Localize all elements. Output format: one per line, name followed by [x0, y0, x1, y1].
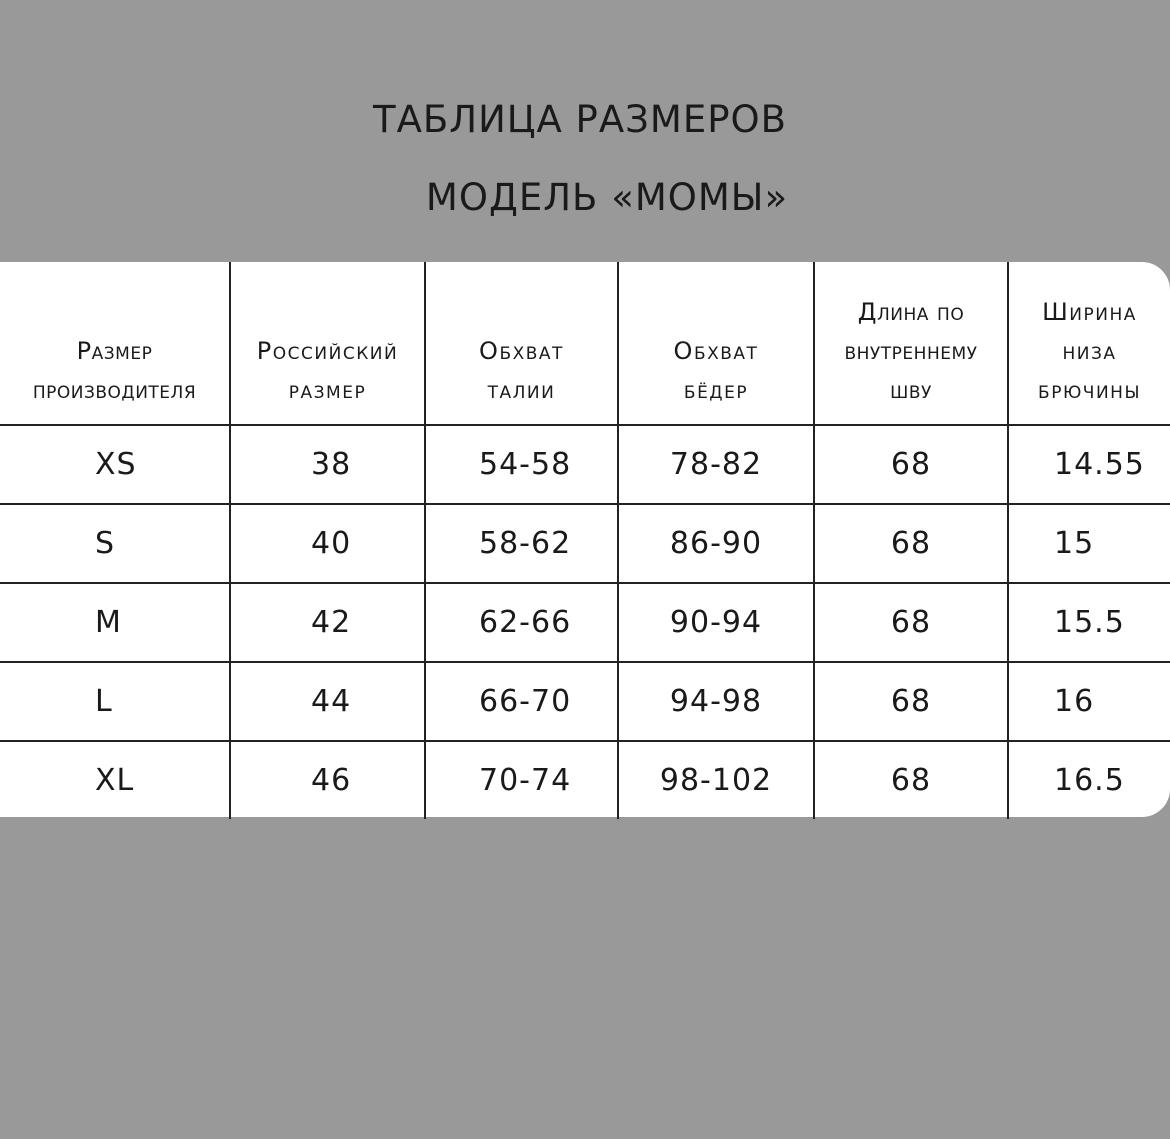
cell-hips: 78-82 [618, 425, 814, 504]
header-inseam [814, 262, 1008, 425]
cell-hips: 98-102 [618, 741, 814, 819]
cell-inseam: 68 [814, 741, 1008, 819]
cell-inseam: 68 [814, 662, 1008, 741]
cell-waist: 66-70 [425, 662, 618, 741]
header-text: низа [1062, 337, 1117, 365]
header-text: бёдер [683, 376, 749, 404]
header-text: Обхват [479, 337, 564, 365]
cell-waist: 58-62 [425, 504, 618, 583]
table-row [0, 425, 1170, 504]
header-manufacturer-size [0, 262, 230, 425]
header-text: Размер [76, 337, 153, 365]
header-text: брючины [1038, 376, 1141, 404]
table-header-row [0, 262, 1170, 425]
header-text: Обхват [673, 337, 759, 365]
size-table-card [0, 262, 1170, 817]
page-title: ТАБЛИЦА РАЗМЕРОВ [372, 98, 788, 141]
cell-russian-size: 46 [230, 741, 425, 819]
cell-hips: 86-90 [618, 504, 814, 583]
header-text: талии [487, 376, 556, 404]
cell-leg-opening: 16.5 [1054, 763, 1125, 798]
header-russian-size [230, 262, 425, 425]
cell-manufacturer-size: M [0, 583, 230, 662]
cell-leg-opening: 15 [1008, 504, 1170, 583]
table-row [0, 662, 1170, 741]
cell-inseam: 68 [814, 504, 1008, 583]
cell-waist: 54-58 [425, 425, 618, 504]
header-text: производителя [32, 376, 197, 404]
cell-leg-opening: 16 [1008, 662, 1170, 741]
cell-leg-opening: 15.5 [1008, 583, 1170, 662]
cell-russian-size: 44 [230, 662, 425, 741]
header-text: шву [890, 376, 932, 404]
header-text: Длина по [857, 298, 965, 326]
table-row [0, 583, 1170, 662]
cell-manufacturer-size: L [0, 662, 230, 741]
header-hips [618, 262, 814, 425]
header-text: Российский [256, 337, 399, 365]
cell-leg-opening: 14.55 [1008, 425, 1170, 504]
size-table [0, 262, 1170, 819]
table-row [0, 504, 1170, 583]
table-row [0, 741, 1170, 819]
cell-russian-size: 40 [230, 504, 425, 583]
cell-manufacturer-size: XL [0, 741, 230, 819]
cell-waist: 62-66 [425, 583, 618, 662]
cell-russian-size: 42 [230, 583, 425, 662]
header-waist [425, 262, 618, 425]
cell-manufacturer-size: S [0, 504, 230, 583]
cell-inseam: 68 [814, 425, 1008, 504]
cell-hips: 94-98 [618, 662, 814, 741]
cell-inseam: 68 [814, 583, 1008, 662]
cell-russian-size: 38 [230, 425, 425, 504]
header-text: Ширина [1042, 298, 1137, 326]
header-text: размер [288, 376, 367, 404]
header-text: внутреннему [844, 337, 978, 365]
page-subtitle: МОДЕЛЬ «МОМЫ» [425, 176, 789, 219]
cell-hips: 90-94 [618, 583, 814, 662]
cell-waist: 70-74 [425, 741, 618, 819]
header-leg-opening [1008, 262, 1170, 425]
cell-manufacturer-size: XS [0, 425, 230, 504]
